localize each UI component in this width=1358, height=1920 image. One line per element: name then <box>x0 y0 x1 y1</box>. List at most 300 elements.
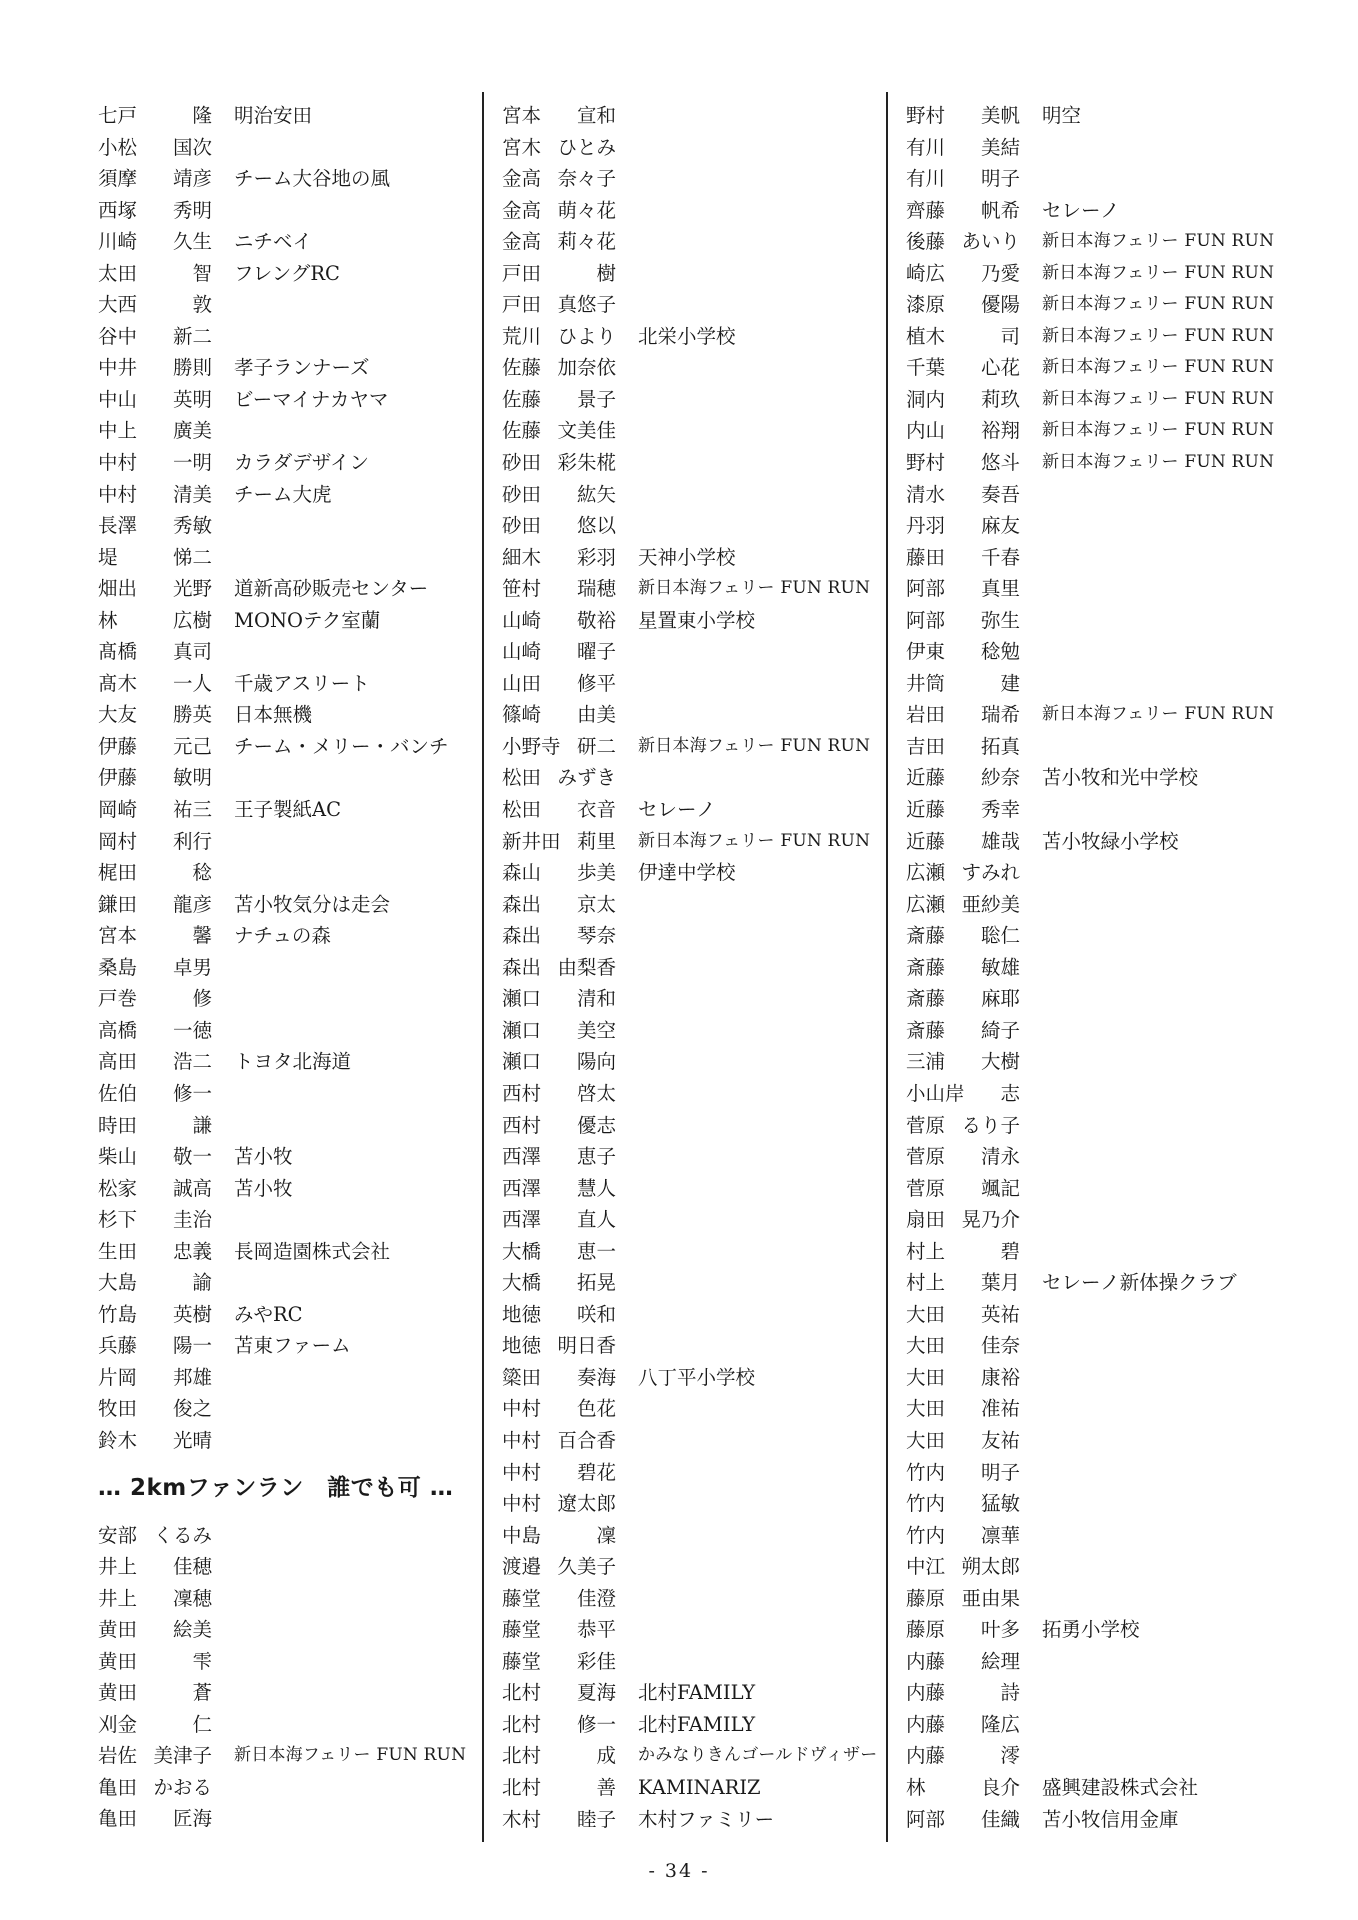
family-name: 菅原 <box>906 1113 946 1137</box>
family-name: 中島 <box>502 1523 542 1547</box>
given-name: 夏海 <box>576 1681 616 1705</box>
participant-name <box>98 384 212 416</box>
participant-name <box>502 195 616 227</box>
participant-row <box>502 1078 872 1110</box>
participant-affiliation: セレーノ <box>1042 198 1120 222</box>
participant-row <box>98 1362 468 1394</box>
participant-name <box>906 1110 1020 1142</box>
given-name: 恵一 <box>576 1239 616 1263</box>
participant-row <box>98 1330 468 1362</box>
participant-row <box>906 352 1276 384</box>
participant-name <box>98 1803 212 1835</box>
given-name: 敬一 <box>172 1145 212 1169</box>
given-name: 樹 <box>596 261 616 285</box>
family-name: 七戸 <box>98 104 138 127</box>
participant-name <box>98 1646 212 1678</box>
family-name: 金高 <box>502 167 542 191</box>
participant-affiliation: 木村ファミリー <box>638 1807 775 1831</box>
participant-row <box>98 226 468 258</box>
family-name: 岡村 <box>98 829 138 853</box>
family-name: 簗田 <box>502 1365 542 1389</box>
given-name: 絵理 <box>980 1649 1020 1673</box>
participant-row <box>98 1551 468 1583</box>
given-name: 文美佳 <box>557 419 616 443</box>
given-name: 佳穂 <box>172 1555 212 1579</box>
participant-row <box>502 510 872 542</box>
participant-row <box>906 258 1276 290</box>
given-name: 萌々花 <box>557 198 616 222</box>
family-name: 片岡 <box>98 1365 138 1389</box>
given-name: 拓真 <box>980 734 1020 758</box>
participant-name <box>98 1236 212 1268</box>
participant-name <box>502 1078 616 1110</box>
participant-name <box>502 510 616 542</box>
participant-row <box>98 731 468 763</box>
given-name: 光野 <box>172 577 212 601</box>
participant-name <box>502 163 616 195</box>
given-name: 優陽 <box>980 293 1020 317</box>
participant-row <box>98 510 468 542</box>
participant-name <box>906 1457 1020 1489</box>
family-name: 細木 <box>502 545 542 569</box>
participant-name <box>502 415 616 447</box>
participant-row <box>502 1393 872 1425</box>
participant-name <box>502 1583 616 1615</box>
given-name: 慧人 <box>576 1176 616 1200</box>
participant-row <box>906 1110 1276 1142</box>
participant-name <box>906 1425 1020 1457</box>
given-name: 京太 <box>576 892 616 916</box>
participant-name <box>502 889 616 921</box>
given-name: 莉々花 <box>557 230 616 254</box>
given-name: 修 <box>192 987 212 1011</box>
given-name: 由梨香 <box>557 955 616 979</box>
family-name: 広瀬 <box>906 861 946 885</box>
participant-row <box>98 636 468 668</box>
participant-name <box>98 132 212 164</box>
participant-affiliation: 新日本海フェリー FUN RUN <box>638 578 871 599</box>
participant-name <box>502 1646 616 1678</box>
participant-row <box>98 321 468 353</box>
participant-name <box>906 1740 1020 1772</box>
participant-row <box>906 1078 1276 1110</box>
family-name: 高田 <box>98 1050 138 1074</box>
family-name: 伊藤 <box>98 734 138 758</box>
given-name: 奏海 <box>576 1365 616 1389</box>
family-name: 竹内 <box>906 1460 946 1484</box>
participant-row <box>906 447 1276 479</box>
participant-row <box>906 415 1276 447</box>
participant-row <box>502 889 872 921</box>
participant-name <box>502 1015 616 1047</box>
given-name: 修平 <box>576 671 616 695</box>
participant-row <box>98 1646 468 1678</box>
family-name: 牧田 <box>98 1397 138 1421</box>
participant-column-3 <box>906 100 1276 1835</box>
given-name: 優志 <box>576 1113 616 1137</box>
given-name: 綺子 <box>980 1018 1020 1042</box>
participant-name <box>98 1299 212 1331</box>
family-name: 扇田 <box>906 1208 946 1232</box>
participant-row <box>98 479 468 511</box>
participant-row <box>98 983 468 1015</box>
participant-row <box>906 573 1276 605</box>
participant-affiliation: 盛興建設株式会社 <box>1042 1775 1199 1799</box>
family-name: 梶田 <box>98 861 138 885</box>
family-name: 堤 <box>98 545 118 569</box>
participant-row <box>906 826 1276 858</box>
participant-row <box>502 826 872 858</box>
participant-row <box>98 1110 468 1142</box>
participant-name <box>98 1393 212 1425</box>
participant-row <box>502 1677 872 1709</box>
participant-row <box>502 1583 872 1615</box>
participant-row <box>502 699 872 731</box>
participant-name <box>906 699 1020 731</box>
family-name: 西村 <box>502 1113 542 1137</box>
family-name: 瀬口 <box>502 987 542 1011</box>
participant-row <box>98 889 468 921</box>
given-name: 恭平 <box>576 1618 616 1642</box>
family-name: 中江 <box>906 1555 946 1579</box>
participant-row <box>502 1173 872 1205</box>
family-name: 砂田 <box>502 451 542 475</box>
participant-name <box>502 226 616 258</box>
family-name: 有川 <box>906 135 946 159</box>
participant-affiliation: 新日本海フェリー FUN RUN <box>1042 388 1275 409</box>
family-name: 内藤 <box>906 1744 946 1768</box>
participant-name <box>906 1362 1020 1394</box>
family-name: 太田 <box>98 261 138 285</box>
participant-name <box>502 1709 616 1741</box>
given-name: 佳奈 <box>980 1334 1020 1358</box>
participant-row <box>906 731 1276 763</box>
family-name: 中村 <box>502 1397 542 1421</box>
participant-name <box>906 762 1020 794</box>
participant-name <box>502 1393 616 1425</box>
participant-row <box>906 1362 1276 1394</box>
participant-row <box>98 1078 468 1110</box>
family-name: 大田 <box>906 1428 946 1452</box>
participant-affiliation: 北栄小学校 <box>638 324 736 348</box>
participant-name <box>906 889 1020 921</box>
family-name: 野村 <box>906 104 946 127</box>
given-name: 光晴 <box>172 1428 212 1452</box>
given-name: 由美 <box>576 703 616 727</box>
given-name: 秀幸 <box>980 798 1020 822</box>
family-name: 伊東 <box>906 640 946 664</box>
family-name: 鎌田 <box>98 892 138 916</box>
participant-name <box>502 1236 616 1268</box>
participant-row <box>906 699 1276 731</box>
family-name: 中村 <box>502 1460 542 1484</box>
participant-name <box>502 1488 616 1520</box>
participant-row <box>502 1740 878 1772</box>
participant-name <box>98 762 212 794</box>
participant-row <box>906 1330 1276 1362</box>
participant-name <box>98 100 212 132</box>
participant-name <box>906 1614 1020 1646</box>
given-name: 弥生 <box>980 608 1020 632</box>
participant-affiliation: 苫小牧気分は走会 <box>234 892 391 916</box>
participant-row <box>906 100 1276 132</box>
given-name: 仁 <box>192 1712 212 1736</box>
participant-row <box>906 762 1276 794</box>
given-name: 悌二 <box>172 545 212 569</box>
family-name: 丹羽 <box>906 514 946 538</box>
participant-row <box>98 1299 468 1331</box>
participant-row <box>906 1583 1276 1615</box>
given-name: 大樹 <box>980 1050 1020 1074</box>
participant-row <box>502 447 872 479</box>
participant-name <box>906 542 1020 574</box>
given-name: 新二 <box>172 324 212 348</box>
participant-name <box>502 920 616 952</box>
family-name: 宮本 <box>502 104 542 127</box>
given-name: 久美子 <box>557 1555 616 1579</box>
given-name: 研二 <box>576 734 616 758</box>
given-name: 悠斗 <box>980 451 1020 475</box>
participant-affiliation: チーム・メリー・バンチ <box>234 734 449 758</box>
participant-affiliation: 日本無機 <box>234 703 313 727</box>
family-name: 洞内 <box>906 387 946 411</box>
family-name: 大田 <box>906 1365 946 1389</box>
family-name: 三浦 <box>906 1050 946 1074</box>
given-name: 准祐 <box>980 1397 1020 1421</box>
participant-name <box>98 794 212 826</box>
family-name: 広瀬 <box>906 892 946 916</box>
family-name: 岡崎 <box>98 798 138 822</box>
participant-name <box>98 1141 212 1173</box>
participant-affiliation: 苫小牧信用金庫 <box>1042 1807 1179 1831</box>
participant-row <box>502 1046 872 1078</box>
participant-name <box>906 1204 1020 1236</box>
given-name: 晃乃介 <box>961 1208 1020 1232</box>
participant-name <box>502 447 616 479</box>
family-name: 中山 <box>98 387 138 411</box>
family-name: 宮本 <box>98 924 138 948</box>
family-name: 藤堂 <box>502 1586 542 1610</box>
participant-row <box>98 289 468 321</box>
family-name: 桑島 <box>98 955 138 979</box>
given-name: 隆 <box>192 104 212 127</box>
participant-row <box>906 1425 1276 1457</box>
given-name: 亜紗美 <box>961 892 1020 916</box>
given-name: 美空 <box>576 1018 616 1042</box>
family-name: 髙木 <box>98 671 138 695</box>
given-name: 圭治 <box>172 1208 212 1232</box>
participant-row <box>502 636 872 668</box>
given-name: 加奈依 <box>557 356 616 380</box>
family-name: 林 <box>906 1775 926 1799</box>
participant-affiliation: 明治安田 <box>234 104 313 127</box>
family-name: 崎広 <box>906 261 946 285</box>
participant-row <box>502 1110 872 1142</box>
participant-affiliation: 新日本海フェリー FUN RUN <box>1042 231 1275 252</box>
family-name: 後藤 <box>906 230 946 254</box>
given-name: 莉玖 <box>980 387 1020 411</box>
participant-row <box>98 1425 468 1457</box>
participant-name <box>98 920 212 952</box>
participant-row <box>906 636 1276 668</box>
family-name: 金高 <box>502 198 542 222</box>
participant-name <box>906 920 1020 952</box>
family-name: 笹村 <box>502 577 542 601</box>
participant-name <box>98 857 212 889</box>
given-name: 国次 <box>172 135 212 159</box>
participant-name <box>98 226 212 258</box>
family-name: 藤堂 <box>502 1649 542 1673</box>
family-name: 近藤 <box>906 829 946 853</box>
participant-name <box>502 1740 616 1772</box>
family-name: 井上 <box>98 1555 138 1579</box>
participant-row <box>502 352 872 384</box>
given-name: 利行 <box>172 829 212 853</box>
participant-name <box>906 1236 1020 1268</box>
given-name: 歩美 <box>576 861 616 885</box>
participant-name <box>98 731 212 763</box>
participant-row <box>502 542 872 574</box>
participant-row <box>98 920 468 952</box>
given-name: 修一 <box>172 1081 212 1105</box>
participant-row <box>906 952 1276 984</box>
family-name: 谷中 <box>98 324 138 348</box>
participant-row <box>98 1520 468 1552</box>
participant-row <box>98 1393 468 1425</box>
participant-row <box>98 384 468 416</box>
participant-row <box>502 1614 872 1646</box>
participant-name <box>502 762 616 794</box>
given-name: 乃愛 <box>980 261 1020 285</box>
participant-affiliation: 新日本海フェリー FUN RUN <box>1042 325 1275 346</box>
participant-name <box>906 1772 1020 1804</box>
family-name: 戸田 <box>502 293 542 317</box>
participant-row <box>906 1141 1276 1173</box>
participant-row <box>906 321 1276 353</box>
participant-row <box>502 226 872 258</box>
participant-row <box>906 1488 1276 1520</box>
participant-name <box>98 321 212 353</box>
participant-row <box>502 321 872 353</box>
participant-affiliation: 王子製紙AC <box>234 798 342 822</box>
participant-name <box>906 1488 1020 1520</box>
given-name: 衣音 <box>576 798 616 822</box>
family-name: 齊藤 <box>906 198 946 222</box>
participant-row <box>98 1614 468 1646</box>
participant-column-2 <box>502 100 878 1835</box>
family-name: 北村 <box>502 1712 542 1736</box>
participant-name <box>98 1078 212 1110</box>
given-name: 司 <box>1000 324 1020 348</box>
participant-name <box>98 1110 212 1142</box>
participant-row <box>98 352 468 384</box>
given-name: 雫 <box>192 1649 212 1673</box>
participant-affiliation: 新日本海フェリー FUN RUN <box>1042 420 1275 441</box>
family-name: 地徳 <box>502 1334 542 1358</box>
participant-name <box>502 636 616 668</box>
participant-row <box>98 952 468 984</box>
family-name: 斎藤 <box>906 1018 946 1042</box>
family-name: 北村 <box>502 1775 542 1799</box>
participant-affiliation: 北村FAMILY <box>638 1681 756 1705</box>
participant-name <box>502 1425 616 1457</box>
family-name: 西村 <box>502 1081 542 1105</box>
participant-affiliation: 長岡造園株式会社 <box>234 1239 391 1263</box>
given-name: 浩二 <box>172 1050 212 1074</box>
given-name: 真司 <box>172 640 212 664</box>
participant-row <box>502 1646 872 1678</box>
participant-name <box>906 163 1020 195</box>
participant-name <box>502 132 616 164</box>
family-name: 兵藤 <box>98 1334 138 1358</box>
column-divider <box>482 92 484 1842</box>
participant-name <box>906 636 1020 668</box>
given-name: 紘矢 <box>576 482 616 506</box>
family-name: 高橋 <box>98 1018 138 1042</box>
participant-name <box>906 195 1020 227</box>
participant-name <box>98 605 212 637</box>
participant-name <box>98 1677 212 1709</box>
family-name: 黄田 <box>98 1681 138 1705</box>
given-name: 謙 <box>192 1113 212 1137</box>
family-name: 小野寺 <box>502 734 561 758</box>
family-name: 長澤 <box>98 514 138 538</box>
participant-name <box>906 132 1020 164</box>
given-name: 陽一 <box>172 1334 212 1358</box>
given-name: 智 <box>192 261 212 285</box>
given-name: 隆広 <box>980 1712 1020 1736</box>
family-name: 菅原 <box>906 1145 946 1169</box>
participant-row <box>906 1299 1276 1331</box>
participant-row <box>906 794 1276 826</box>
participant-name <box>906 1646 1020 1678</box>
participant-name <box>906 1677 1020 1709</box>
participant-affiliation: 道新高砂販売センター <box>234 577 429 601</box>
participant-name <box>906 289 1020 321</box>
family-name: 大島 <box>98 1271 138 1295</box>
participant-name <box>502 1173 616 1205</box>
participant-row <box>98 573 468 605</box>
family-name: 大橋 <box>502 1271 542 1295</box>
family-name: 中村 <box>502 1428 542 1452</box>
participant-name <box>502 952 616 984</box>
participant-row <box>98 605 468 637</box>
participant-name <box>98 668 212 700</box>
given-name: 美津子 <box>153 1744 212 1768</box>
participant-name <box>906 1330 1020 1362</box>
family-name: 荒川 <box>502 324 542 348</box>
given-name: 千春 <box>980 545 1020 569</box>
family-name: 金高 <box>502 230 542 254</box>
participant-row <box>906 857 1276 889</box>
given-name: 諭 <box>192 1271 212 1295</box>
participant-row <box>502 289 872 321</box>
participant-name <box>98 258 212 290</box>
participant-name <box>906 1078 1020 1110</box>
participant-row <box>906 1267 1276 1299</box>
participant-row <box>906 983 1276 1015</box>
family-name: 佐伯 <box>98 1081 138 1105</box>
participant-name <box>502 1804 616 1836</box>
participant-name <box>906 510 1020 542</box>
participant-column-1 <box>98 100 468 1835</box>
participant-name <box>502 731 616 763</box>
given-name: 卓男 <box>172 955 212 979</box>
given-name: 一徳 <box>172 1018 212 1042</box>
participant-name <box>502 668 616 700</box>
family-name: 黄田 <box>98 1649 138 1673</box>
participant-name <box>502 1267 616 1299</box>
